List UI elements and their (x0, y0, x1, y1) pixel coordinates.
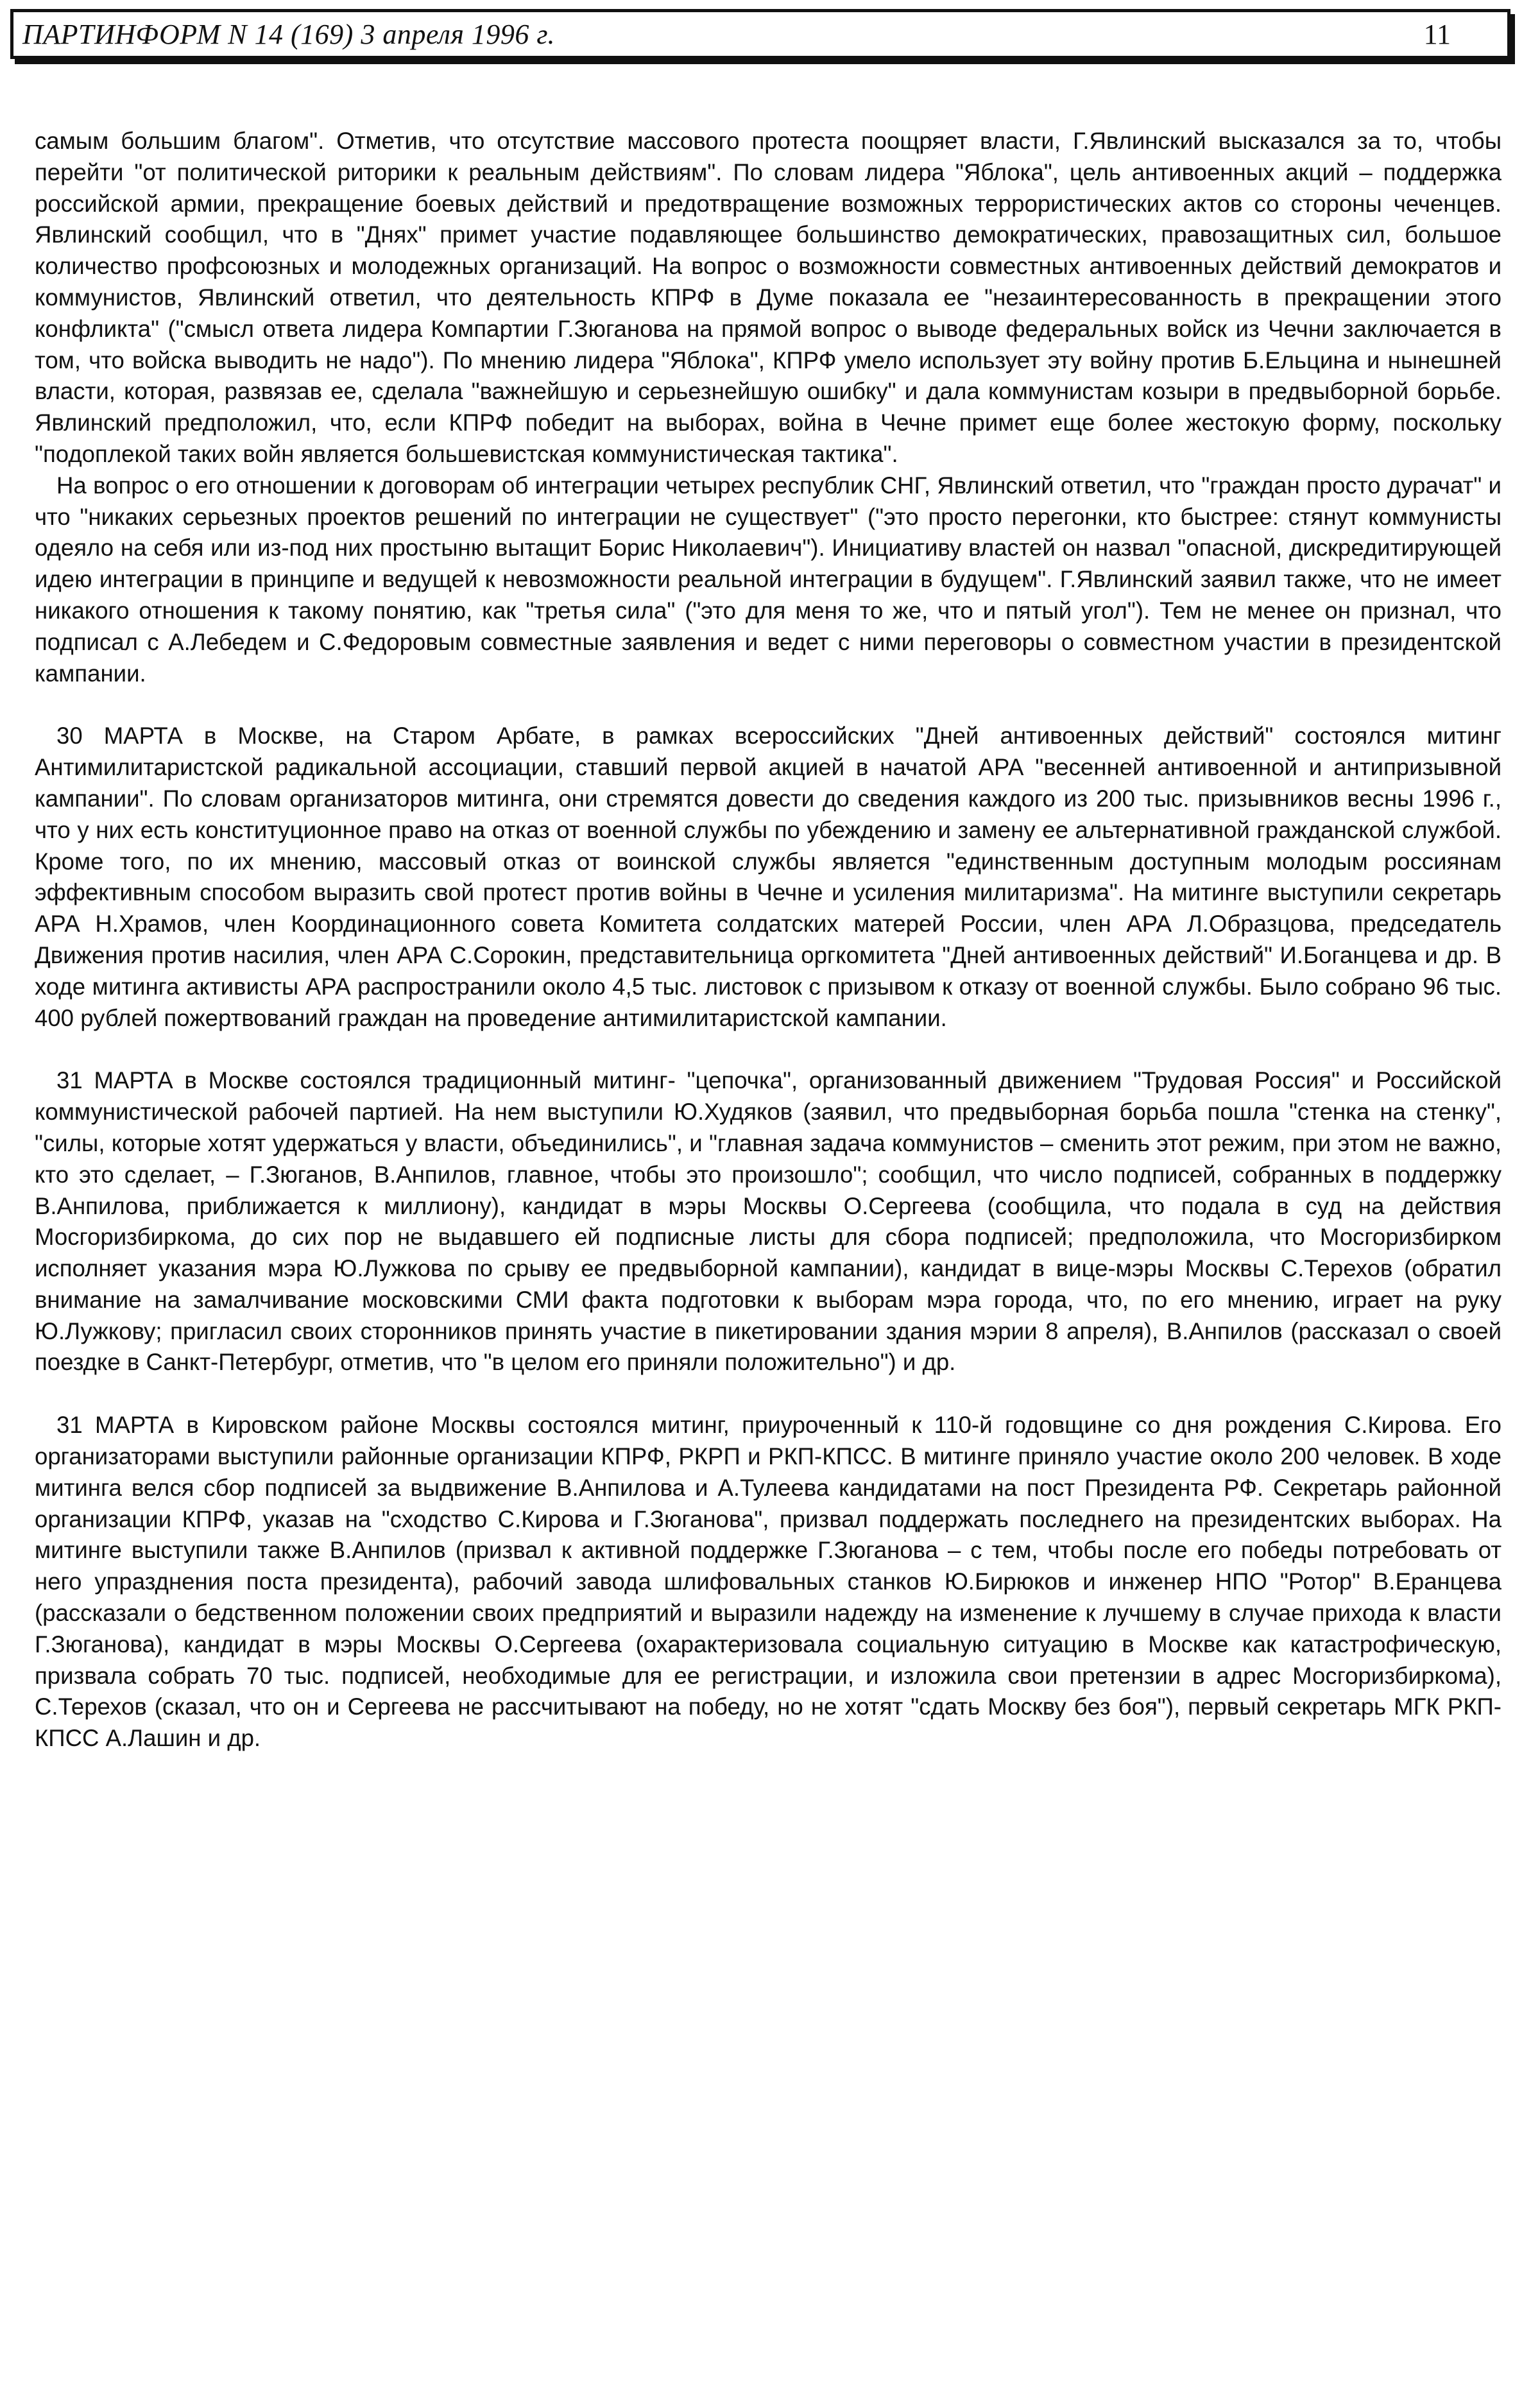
paragraph-kirov-rally: 31 МАРТА в Кировском районе Москвы состоялся митинг, приуроченный к 110-й годовщине со дня рождения С.Кирова. Его организаторами выступили районные организации КПРФ, РКРП и РКП-КПСС. В митинге приняло участие около 200 человек. В ходе митинга велся сбор подписей за выдвижение В.Анпилова и А.Тулеева кандидатами на пост Президента РФ. Секретарь районной организации КПРФ, указав на "сходство С.Кирова и Г.Зюганова", призвал поддержать последнего на президентских выборах. На митинге выступили также В.Анпилов (призвал к активной поддержке Г.Зюганова – с тем, чтобы после его победы потребовать от него упразднения поста президента), рабочий завода шлифовальных станков Ю.Бирюков и инженер НПО "Ротор" В.Еранцева (рассказали о бедственном положении своих предприятий и выразили надежду на изменение к лучшему в случае прихода к власти Г.Зюганова), кандидат в мэры Москвы О.Сергеева (охарактеризовала социальную ситуацию в Москве как катастрофическую, призвала собрать 70 тыс. подписей, необходимые для ее регистрации, и изложила свои претензии в адрес Мосгоризбиркома), С.Терехов (сказал, что он и Сергеева не рассчитывают на победу, но не хотят "сдать Москву без боя"), первый секретарь МГК РКП-КПСС А.Лашин и др. (35, 1412, 1502, 1752)
page-number: 11 (1423, 18, 1451, 50)
paragraph-yavlinsky-integration: На вопрос о его отношении к договорам об интеграции четырех республик СНГ, Явлинский ответил, что "граждан просто дурачат" и что "никаких серьезных проектов решений по интеграции не существует" ("это просто перегонки, кто быстрее: стянут коммунисты одеяло на себя или из-под них простыню вытащит Борис Николаевич"). Инициативу властей он назвал "опасной, дискредитирующей идею интеграции в принципе и ведущей к невозможности реальной интеграции в будущем". Г.Явлинский заявил также, что не имеет никакого отношения к такому понятию, как "третья сила" ("это для меня то же, что и пятый угол"). Тем не менее он признал, что подписал с А.Лебедем и С.Федоровым совместные заявления и ведет с ними переговоры о совместном участии в президентской кампании. (35, 472, 1502, 687)
page-header (10, 9, 1510, 59)
publication-title: ПАРТИНФОРМ N 14 (169) 3 апреля 1996 г. (22, 18, 555, 50)
paragraph-ara-rally: 30 МАРТА в Москве, на Старом Арбате, в рамках всероссийских "Дней антивоенных действий" состоялся митинг Антимилитаристской радикальной ассоциации, ставший первой акцией в начатой АРА "весенней антивоенной и антипризывной кампании". По словам организаторов митинга, они стремятся довести до сведения каждого из 200 тыс. призывников весны 1996 г., что у них есть конституционное право на отказ от военной службы по убеждению и замену ее альтернативной гражданской службой. Кроме того, по их мнению, массовый отказ от воинской службы является "единственным доступным молодым россиянам эффективным способом выразить свой протест против войны в Чечне и усиления милитаризма". На митинге выступили секретарь АРА Н.Храмов, член Координационного совета Комитета солдатских матерей России, член АРА Л.Образцова, председатель Движения против насилия, член АРА С.Сорокин, представительница оргкомитета "Дней антивоенных действий" И.Боганцева и др. В ходе митинга активисты АРА распространили около 4,5 тыс. листовок с призывом к отказу от военной службы. Было собрано 96 тыс. 400 рублей пожертвований граждан на проведение антимилитаристской кампании. (35, 723, 1502, 1031)
paragraph-yavlinsky-antiwar: самым большим благом". Отметив, что отсутствие массового протеста поощряет власти, Г.Явлинский высказался за то, чтобы перейти "от политической риторики к реальным действиям". По словам лидера "Яблока", цель антивоенных акций – поддержка российской армии, прекращение боевых действий и предотвращение возможных террористических актов со стороны чеченцев. Явлинский сообщил, что в "Днях" примет участие подавляющее большинство демократических, правозащитных сил, большое количество профсоюзных и молодежных организаций. На вопрос о возможности совместных антивоенных действий демократов и коммунистов, Явлинский ответил, что деятельность КПРФ в Думе показала ее "незаинтересованность в прекращении этого конфликта" ("смысл ответа лидера Компартии Г.Зюганова на прямой вопрос о выводе федеральных войск из Чечни заключается в том, что войска выводить не надо"). По мнению лидера "Яблока", КПРФ умело использует эту войну против Б.Ельцина и нынешней власти, которая, развязав ее, сделала "важнейшую и серьезнейшую ошибку" и дала коммунистам козыри в предвыборной борьбе. Явлинский предположил, что, если КПРФ победит на выборах, война в Чечне примет еще более жестокую форму, поскольку "подоплекой таких войн является большевистская коммунистическая тактика". (35, 128, 1502, 467)
paragraph-trudovaya-rossiya-rally: 31 МАРТА в Москве состоялся традиционный митинг- "цепочка", организованный движением "Трудовая Россия" и Российской коммунистической рабочей партией. На нем выступили Ю.Худяков (заявил, что предвыборная борьба пошла "стенка на стенку", "силы, которые хотят удержаться у власти, объединились", и "главная задача коммунистов – сменить этот режим, при этом не важно, кто это сделает, – Г.Зюганов, В.Анпилов, главное, чтобы это произошло"; сообщил, что число подписей, собранных в поддержку В.Анпилова, приближается к миллиону), кандидат в мэры Москвы О.Сергеева (сообщила, что подала в суд на действия Мосгоризбиркома, до сих пор не выдавшего ей подписные листы для сбора подписей; предположила, что Мосгоризбирком исполняет указания мэра Ю.Лужкова по срыву ее предвыборной кампании), кандидат в вице-мэры Москвы С.Терехов (обратил внимание на замалчивание московскими СМИ факта подготовки к выборам мэра города, что, по его мнению, играет на руку Ю.Лужкову; пригласил своих сторонников принять участие в пикетировании здания мэрии 8 апреля), В.Анпилов (рассказал о своей поездке в Санкт-Петербург, отметив, что "в целом его приняли положительно") и др. (35, 1067, 1502, 1376)
article-body (35, 126, 1502, 1754)
